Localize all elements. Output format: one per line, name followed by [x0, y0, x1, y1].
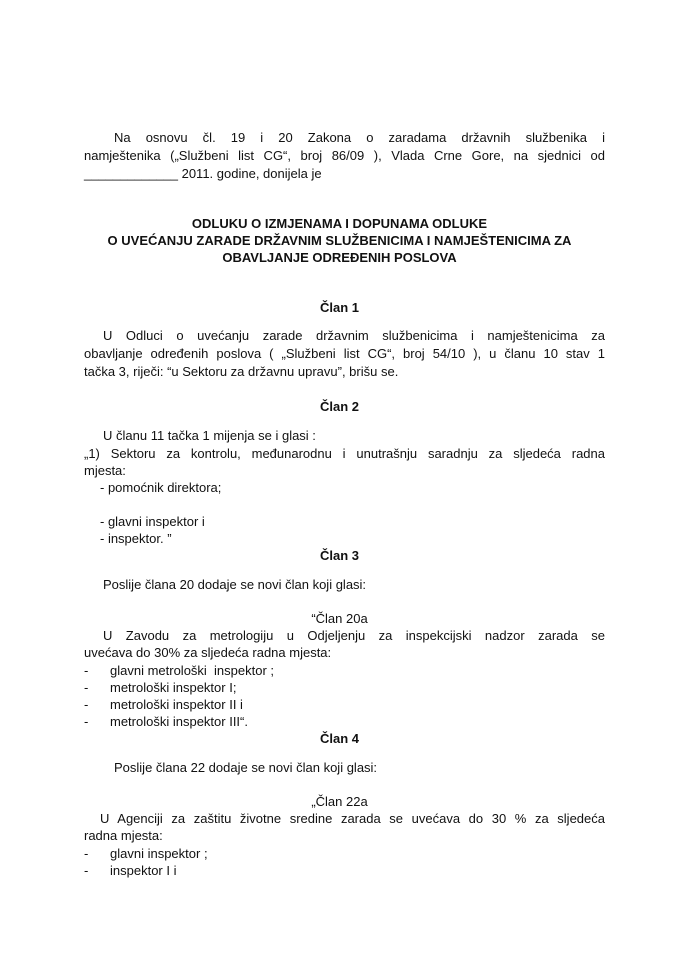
clan-2-line-3: mjesta:	[84, 463, 126, 478]
clan-4-item-1: glavni inspektor ;	[110, 846, 208, 861]
clan-1-line-1: U Odluci o uvećanju zarade državnim službenicima i namještenicima za	[103, 328, 605, 343]
bullet-dash: -	[84, 846, 89, 861]
title-line-2: O UVEĆANJU ZARADE DRŽAVNIM SLUŽBENICIMA I NAMJEŠTENICIMA ZA	[107, 233, 572, 248]
clan-3-item-2: metrološki inspektor I;	[110, 680, 237, 695]
clan-3-item-1: glavni metrološki inspektor ;	[110, 663, 275, 678]
clan-4-heading: Član 4	[319, 731, 359, 746]
clan-1-heading: Član 1	[319, 300, 359, 315]
clan-3-line-2: U Zavodu za metrologiju u Odjeljenju za inspekcijski nadzor zarada se	[103, 628, 605, 643]
clan-2-item-2: - glavni inspektor i	[100, 514, 205, 529]
clan-3-subheading: “Član 20a	[311, 611, 368, 626]
clan-2-line-1: U članu 11 tačka 1 mijenja se i glasi :	[103, 428, 316, 443]
bullet-dash: -	[84, 714, 89, 729]
clan-4-line-3: radna mjesta:	[84, 828, 163, 843]
bullet-dash: -	[84, 697, 89, 712]
clan-4-item-2: inspektor I i	[110, 863, 177, 878]
clan-2-item-1: - pomoćnik direktora;	[100, 480, 222, 495]
bullet-dash: -	[84, 663, 89, 678]
clan-3-line-3: uvećava do 30% za sljedeća radna mjesta:	[84, 645, 332, 660]
clan-2-line-2: „1) Sektoru za kontrolu, međunarodnu i unutrašnju saradnju za sljedeća radna	[84, 446, 605, 461]
bullet-dash: -	[84, 863, 89, 878]
clan-3-heading: Član 3	[319, 548, 359, 563]
intro-line-2: namještenika („Službeni list CG“, broj 86/09 ), Vlada Crne Gore, na sjednici od	[84, 148, 605, 163]
clan-2-heading: Član 2	[319, 399, 359, 414]
clan-1-line-2: obavljanje određenih poslova ( „Službeni list CG“, broj 54/10 ), u članu 10 stav 1	[84, 346, 605, 361]
title-line-3: OBAVLJANJE ODREĐENIH POSLOVA	[222, 250, 457, 265]
clan-4-subheading: „Član 22a	[311, 794, 368, 809]
bullet-dash: -	[84, 680, 89, 695]
intro-line-1: Na osnovu čl. 19 i 20 Zakona o zaradama državnih službenika i	[114, 130, 605, 145]
clan-1-line-3: tačka 3, riječi: “u Sektoru za državnu upravu”, brišu se.	[84, 364, 399, 379]
clan-3-item-3: metrološki inspektor II i	[110, 697, 243, 712]
clan-4-line-1: Poslije člana 22 dodaje se novi član koji glasi:	[114, 760, 378, 775]
clan-2-item-3: - inspektor. ”	[100, 531, 172, 546]
clan-3-item-4: metrološki inspektor III“.	[110, 714, 248, 729]
intro-line-3: _____________ 2011. godine, donijela je	[84, 166, 322, 181]
title-line-1: ODLUKU O IZMJENAMA I DOPUNAMA ODLUKE	[191, 216, 488, 231]
clan-3-line-1: Poslije člana 20 dodaje se novi član koji glasi:	[103, 577, 367, 592]
clan-4-line-2: U Agenciji za zaštitu životne sredine zarada se uvećava do 30 % za sljedeća	[100, 811, 605, 826]
